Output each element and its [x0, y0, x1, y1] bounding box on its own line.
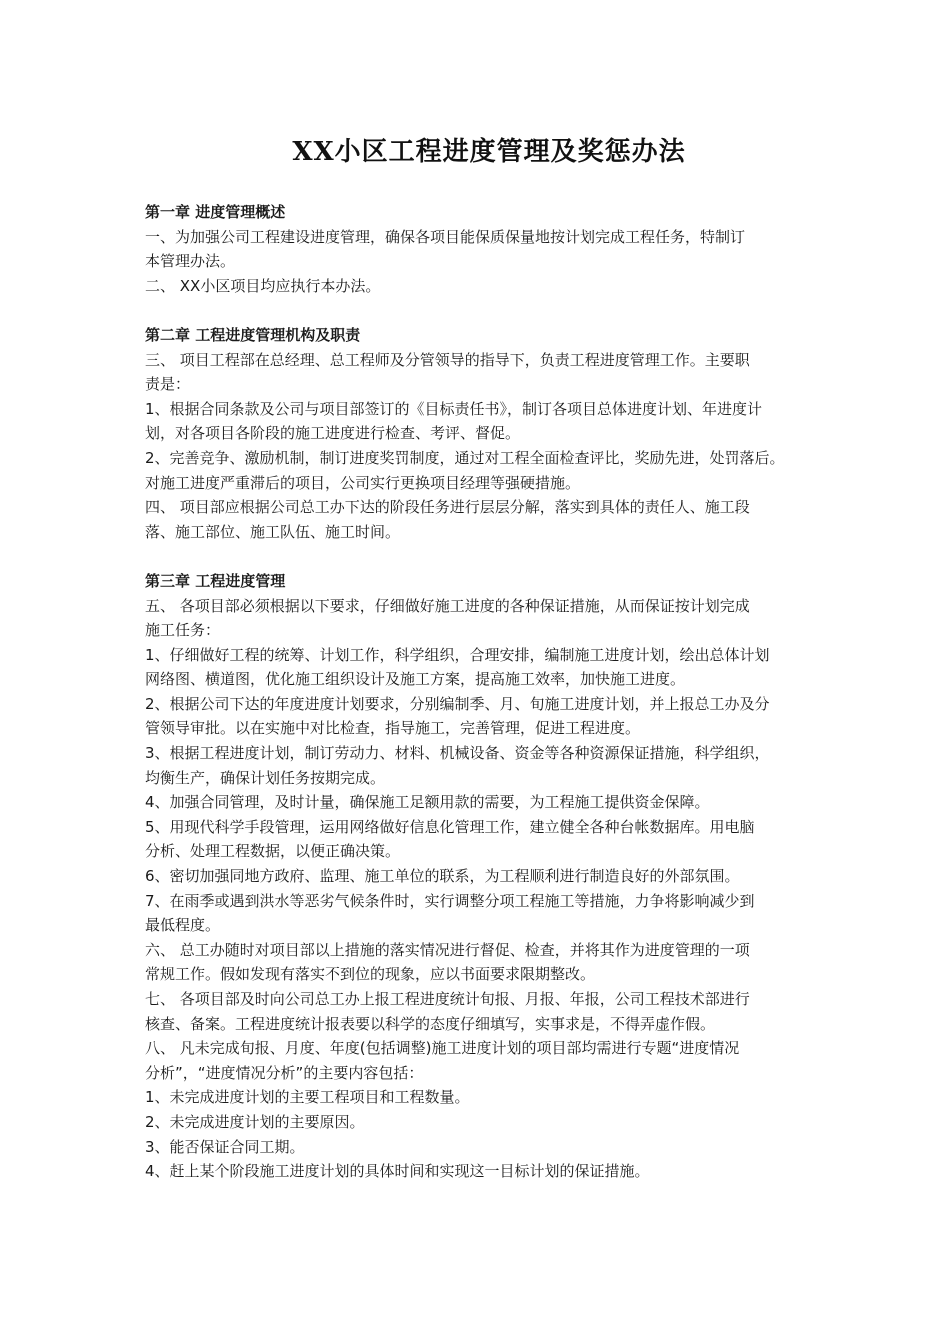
paragraph-line: 对施工进度严重滞后的项目，公司实行更换项目经理等强硬措施。: [145, 473, 581, 492]
paragraph-line: 分析、处理工程数据，以便正确决策。: [145, 842, 401, 861]
paragraph-line: 施工任务：: [145, 621, 221, 640]
paragraph-line: 4、赶上某个阶段施工进度计划的具体时间和实现这一目标计划的保证措施。: [145, 1162, 650, 1181]
paragraph-line: 六、 总工办随时对项目部以上措施的落实情况进行督促、检查，并将其作为进度管理的一项: [145, 940, 750, 959]
paragraph-line: 7、在雨季或遇到洪水等恶劣气候条件时，实行调整分项工程施工等措施，力争将影响减少到: [145, 891, 755, 910]
section-spacer: [145, 544, 825, 569]
paragraph-line: 5、用现代科学手段管理，运用网络做好信息化管理工作，建立健全各种台帐数据库。用电脑: [145, 817, 755, 836]
paragraph-line: 五、 各项目部必须根据以下要求，仔细做好施工进度的各种保证措施，从而保证按计划完成: [145, 596, 750, 615]
section-spacer: [145, 298, 825, 323]
paragraph-line: 3、根据工程进度计划，制订劳动力、材料、机械设备、资金等各种资源保证措施，科学组织，: [145, 744, 770, 763]
paragraph-line: 二、 XX小区项目均应执行本办法。: [145, 276, 381, 295]
document-title: XX小区工程进度管理及奖惩办法: [292, 137, 686, 167]
paragraph-line: 划，对各项目各阶段的施工进度进行检查、考评、督促。: [145, 424, 521, 443]
chapter-2-heading: 第二章 工程进度管理机构及职责: [145, 325, 361, 344]
document-body: [145, 200, 825, 1184]
paragraph-line: 1、仔细做好工程的统筹、计划工作，科学组织，合理安排，编制施工进度计划，绘出总体计划: [145, 645, 770, 664]
paragraph-line: 三、 项目工程部在总经理、总工程师及分管领导的指导下，负责工程进度管理工作。主要职: [145, 350, 750, 369]
paragraph-line: 2、未完成进度计划的主要原因。: [145, 1112, 365, 1131]
paragraph-line: 2、完善竞争、激励机制，制订进度奖罚制度，通过对工程全面检查评比，奖励先进，处罚落后。: [145, 448, 785, 467]
paragraph-line: 责是：: [145, 375, 191, 394]
chapter-3-heading: 第三章 工程进度管理: [145, 571, 286, 590]
paragraph-line: 管领导审批。以在实施中对比检查，指导施工，完善管理，促进工程进度。: [145, 719, 641, 738]
paragraph-line: 3、能否保证合同工期。: [145, 1137, 305, 1156]
paragraph-line: 落、施工部位、施工队伍、施工时间。: [145, 522, 401, 541]
paragraph-line: 网络图、横道图，优化施工组织设计及施工方案，提高施工效率，加快施工进度。: [145, 670, 686, 689]
paragraph-line: 八、 凡未完成旬报、月度、年度(包括调整)施工进度计划的项目部均需进行专题“进度情况: [145, 1039, 740, 1058]
paragraph-line: 1、根据合同条款及公司与项目部签订的《目标责任书》，制订各项目总体进度计划、年进度计: [145, 399, 763, 418]
paragraph-line: 四、 项目部应根据公司总工办下达的阶段任务进行层层分解，落实到具体的责任人、施工段: [145, 498, 750, 517]
paragraph-line: 一、为加强公司工程建设进度管理，确保各项目能保质保量地按计划完成工程任务，特制订: [145, 227, 746, 246]
paragraph-line: 七、 各项目部及时向公司总工办上报工程进度统计旬报、月报、年报，公司工程技术部进行: [145, 990, 750, 1008]
paragraph-line: 4、加强合同管理，及时计量，确保施工足额用款的需要，为工程施工提供资金保障。: [145, 793, 710, 812]
paragraph-line: 分析”，“进度情况分析”的主要内容包括：: [145, 1063, 424, 1082]
paragraph-line: 2、根据公司下达的年度进度计划要求，分别编制季、月、旬施工进度计划，并上报总工办及分: [145, 694, 770, 713]
paragraph-line: 核查、备案。工程进度统计报表要以科学的态度仔细填写，实事求是，不得弄虚作假。: [145, 1014, 716, 1033]
chapter-1-heading: 第一章 进度管理概述: [145, 203, 286, 221]
paragraph-line: 最低程度。: [145, 916, 221, 935]
paragraph-line: 常规工作。假如发现有落实不到位的现象，应以书面要求限期整改。: [145, 965, 596, 984]
paragraph-line: 1、未完成进度计划的主要工程项目和工程数量。: [145, 1088, 470, 1107]
paragraph-line: 6、密切加强同地方政府、监理、施工单位的联系，为工程顺利进行制造良好的外部氛围。: [145, 867, 740, 886]
paragraph-line: 本管理办法。: [145, 252, 236, 271]
paragraph-line: 均衡生产，确保计划任务按期完成。: [145, 768, 386, 787]
